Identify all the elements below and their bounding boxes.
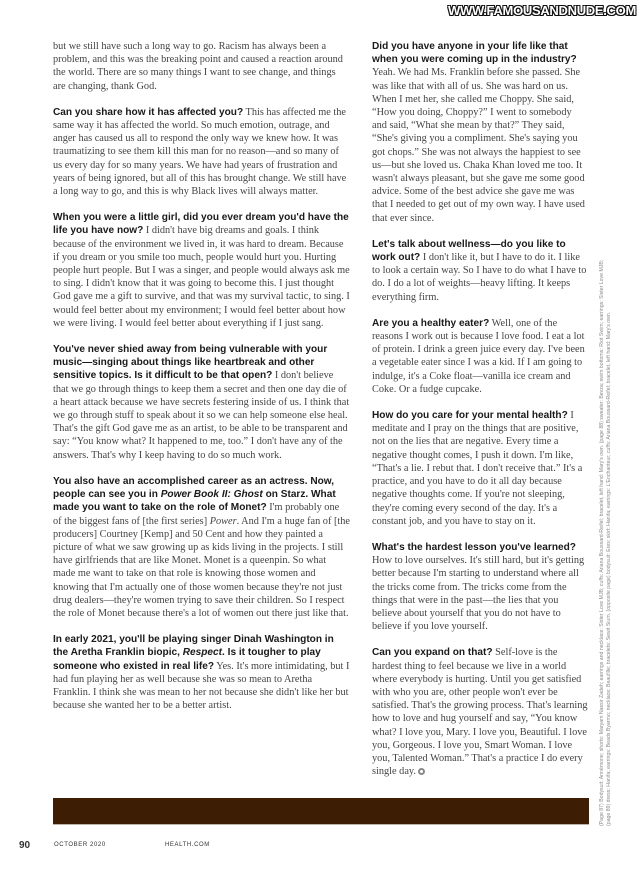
film-title: Respect [182,647,223,659]
answer-text: I don't believe that we go through things to keep them a secret and then one day die of a heart attack because we have secrets festering inside of us. I think that we go through stuff to speak about it so we can help someone else heal. That's the gift God gave me as an artist, to be able to be transparent and say: “You know what? It happened to me, too.” I don't have any of the answers. That's why I keep having to do so much work. [53,370,350,461]
right-column [372,40,588,791]
credits-line: (page 89) dress: Hanifa; earrings: Beads Byarmo; necklace: Beaufille; bracelets: Sewit Sium. (opposite page) bodysuit: Eres; skirt: Hanifa; earrings: L'Enchanteur; cuffs: Ariana Boussard-Reifel; bracelet, left hand: Mary's own. [606,311,612,826]
end-of-article-icon [418,768,425,775]
question-text: How do you care for your mental health? [372,410,568,422]
qa-paragraph [53,343,350,462]
qa-paragraph [53,633,350,712]
answer-text: Yes. It's more intimidating, but I had fun playing her as well because she was so mean to Aretha Franklin. I think she was mean to her not because she didn't like her but because she wanted her to be a better artist. [53,660,350,712]
answer-text: I meditate and I pray on the things that are positive, not on the lies that are negative. Every time a negative thought comes, I push it down. I'm like, “That's a lie. I rebut that. I don't receive that.” It's a practice, and you have to do it all day because negative thoughts come. If you're not sleeping, they're coming every second of the day. It's a constant job, and you have to stay on it. [372,410,583,527]
qa-paragraph [372,541,588,633]
qa-paragraph [372,317,588,396]
qa-paragraph [372,238,588,304]
show-title: Power Book II: Ghost [160,489,263,501]
credits-line: (Page 87) Bodysuit: Annémone; shorts: Maryam Nassir Zadeh; earrings and necklace: Sister Love MJB; cuffs: Ariana Boussard-Reifel; bracelet, left hand: Mary's own. (page 88) sweater: Bevza; swim bottoms: Riot Swim; earrings: Sister Love MJB; [599,259,605,826]
question-fragment: In early 2021, you'll be playing singer Dinah Washington in the Aretha Franklin biopic, [53,634,334,659]
paragraph [53,40,350,93]
answer-text: but we still have such a long way to go. Racism has always been a problem, and this was the breaking point and caused a reaction around the world. There are so many things I want to see change, and things are changing, thank God. [53,41,343,92]
question-text: Did you have anyone in your life like that when you were coming up in the industry? [372,41,577,66]
question-text: Let's talk about wellness—do you like to work out? [372,238,566,264]
decorative-color-bar [53,798,589,825]
qa-paragraph [53,106,350,198]
question-fragment: . Is it tougher to play someone who existed in real life? [53,647,321,672]
answer-text: Well, one of the reasons I work out is because I love food. I eat a lot of protein. I drink a green juice every day. I've been a vegetable eater since I was a kid. If I am going to indulge, it's a Coke float—vanilla ice cream and Coke. Or a fudge cupcake. [372,317,585,395]
show-title: Power [209,515,237,527]
question-text: You've never shied away from being vulnerable with your music—singing about things like heartbreak and other sensitive topics. Is it difficult to be that open? [53,344,328,382]
question-fragment: You also have an accomplished career as an actress. Now, people can see you in [53,475,335,501]
question-text: Can you share how it has affected you? [53,106,244,118]
answer-text: Yeah. We had Ms. Franklin before she passed. She was like that with all of us. She was hard on us. When I met her, she called me Choppy. She said, “How you doing, Choppy?” I went to somebody and said, “What she mean by that?” They said, “She's giving you a compliment. She's saying you got chops.” She was not always the happiest to see us—but she loved us. Chaka Khan loved me too. It wasn't always pleasant, but she gave me some good advice. Some of the best advice she gave me was that I needed to get out of my own way. I have used that ever since. [372,67,585,224]
answer-fragment: . And I'm a huge fan of [the producers] Courtney [Kemp] and 50 Cent and how they painted a picture of what we saw growing up as kids living in the projects. I still have girlfriends that are like Monet. Monet is a queenpin. So what made me want to take on that role is knowing those women and knowing that I'm actually one of those women because they're not just drug dealers—they're women trying to save their children. So I respect the role of Monet because there's a lot of women out there just like that. [53,515,350,619]
question-text: When you were a little girl, did you ever dream you'd have the life you have now? [53,212,349,237]
answer-text: This has affected me the same way it has affected the world. So much emotion, outrage, and anger has caused us all to respond the only way we knew how. It was traumatizing to see them kill this man for no reason—and so many of us every day for so many years. We have had years of frustration and years of being ignored, but all of this has brought change. We still have a long way to go, and this is why Black lives will always matter. [53,106,347,198]
qa-paragraph [53,211,350,330]
answer-text: How to love ourselves. It's still hard, but it's getting better because I'm starting to understand where all the tricks come from. The tricks come from the things that were in the past—the lies that you believe about yourself that you do not have to believe if you love yourself. [372,555,585,633]
watermark: WWW.FAMOUSANDNUDE.COM [448,3,636,18]
question-fragment: on Starz. What made you want to take on the role of Monet? [53,489,336,514]
qa-paragraph [372,409,588,528]
question-text: Can you expand on that? [372,647,493,659]
page-number: 90 [19,840,31,851]
qa-paragraph [372,646,588,778]
website: HEALTH.COM [165,842,210,848]
question-text: What's the hardest lesson you've learned? [372,541,576,553]
question-text: Are you a healthy eater? [372,317,490,329]
answer-text: I don't like it, but I have to do it. I like to look a certain way. So I have to do what I have to do. I do a lot of weights—heavy lifting. It keeps everything firm. [372,252,587,303]
page-footer [0,840,640,856]
answer-text: I didn't have big dreams and goals. I think because of the environment we lived in, it was hard to dream. Because if you dream or you smile too much, people would hurt you. Hurting people hurt people. But I was a singer, and people would always ask me to sing. I didn't know that it was going to become this. I just thought God gave me a gift to survive, and that was my survival tactic, to sing. I would feel better about my environment; I would feel better about how we were living. I would feel better about everything if I just sang. [53,225,350,329]
answer-text [53,502,350,619]
answer-fragment: I'm probably one of the biggest fans of [the first series] [53,502,340,527]
photo-credits [599,156,619,826]
left-column [53,40,350,725]
answer-text: Self-love is the hardest thing to feel because we live in a world where everybody is hurting. Until you get satisfied with who you are, other people won't ever be satisfied. That's the growing process. That's learning how to love and hug yourself and say, “You know what? I love you, Mary. I love you, Beautiful. I love you, Gorgeous. I love you, Smart Woman. I love you, Talented Woman.” That's a practice I do every single day. [372,647,588,778]
qa-paragraph [372,40,588,225]
issue-date: OCTOBER 2020 [54,842,106,848]
qa-paragraph [53,475,350,620]
